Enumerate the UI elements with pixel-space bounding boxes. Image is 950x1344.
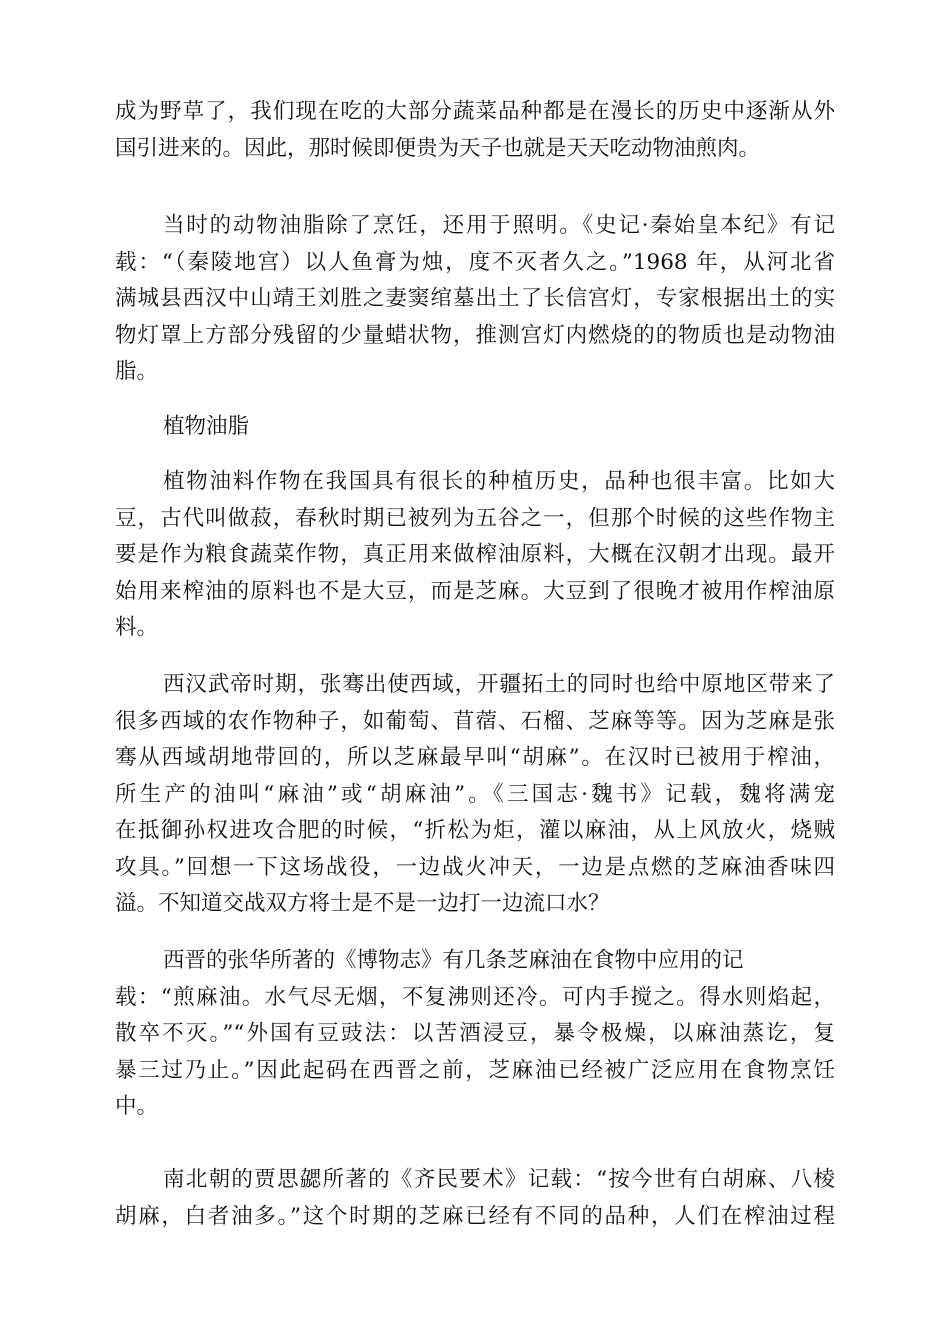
text-line: 很多西域的农作物种子，如葡萄、苜蓿、石榴、芝麻等等。因为芝麻是张 — [115, 708, 835, 734]
text-line: 始用来榨油的原料也不是大豆，而是芝麻。大豆到了很晚才被用作榨油原 — [115, 578, 835, 604]
text-line: 成为野草了，我们现在吃的大部分蔬菜品种都是在漫长的历史中逐渐从外 — [115, 99, 835, 124]
paragraph-bowuzhi — [115, 943, 835, 1126]
text-line: 骞从西域胡地带回的，所以芝麻最早叫“胡麻”。在汉时已被用于榨油， — [115, 745, 835, 770]
paragraph-animal-fat-lighting — [115, 208, 835, 391]
text-line: 要是作为粮食蔬菜作物，真正用来做榨油原料，大概在汉朝才出现。最开 — [115, 542, 835, 567]
section-heading: 植物油脂 — [163, 414, 250, 439]
text-line: 脂。 — [115, 359, 159, 384]
text-line: 豆，古代叫做菽，春秋时期已被列为五谷之一，但那个时候的这些作物主 — [115, 505, 835, 531]
paragraph-plant-oil-history — [115, 464, 835, 647]
text-line: 国引进来的。因此，那时候即便贵为天子也就是天天吃动物油煎肉。 — [115, 135, 761, 161]
text-line: 溢。不知道交战双方将士是不是一边打一边流口水？ — [115, 891, 610, 916]
text-line: 载：“煎麻油。水气尽无烟，不复沸则还冷。可内手搅之。得水则焰起， — [115, 984, 835, 1010]
paragraph-zhang-qian — [115, 667, 835, 923]
text-line: 载：“（秦陵地宫）以人鱼膏为烛，度不灭者久之。”1968 年，从河北省 — [115, 249, 835, 275]
text-line: 西晋的张华所著的《博物志》有几条芝麻油在食物中应用的记 — [163, 948, 744, 973]
text-line: 中。 — [115, 1094, 159, 1119]
text-line: 散卒不灭。”“外国有豆豉法：以苦酒浸豆，暴令极燥，以麻油蒸讫，复 — [115, 1021, 835, 1046]
text-line: 胡麻，白者油多。”这个时期的芝麻已经有不同的品种，人们在榨油过程 — [115, 1203, 835, 1229]
text-line: 西汉武帝时期，张骞出使西域，开疆拓土的同时也给中原地区带来了 — [163, 672, 835, 697]
text-line: 植物油料作物在我国具有很长的种植历史，品种也很丰富。比如大 — [163, 469, 835, 494]
text-line: 在抵御孙权进攻合肥的时候，“折松为炬，灌以麻油，从上风放火，烧贼 — [115, 818, 835, 843]
section-heading-plant-oil — [115, 409, 835, 446]
paragraph-qiminyaoshu — [115, 1162, 835, 1235]
text-line: 当时的动物油脂除了烹饪，还用于照明。《史记·秦始皇本纪》有记 — [163, 213, 835, 238]
text-line: 料。 — [115, 615, 159, 640]
text-line: 满城县西汉中山靖王刘胜之妻窦绾墓出土了长信宫灯，专家根据出土的实 — [115, 286, 835, 311]
text-line: 所生产的油叫“麻油”或“胡麻油”。《三国志·魏书》记载，魏将满宠 — [115, 781, 835, 807]
text-line: 暴三过乃止。”因此起码在西晋之前，芝麻油已经被广泛应用在食物烹饪 — [115, 1057, 835, 1083]
text-line: 物灯罩上方部分残留的少量蜡状物，推测宫灯内燃烧的的物质也是动物油 — [115, 322, 835, 348]
text-line: 攻具。”回想一下这场战役，一边战火冲天，一边是点燃的芝麻油香味四 — [115, 854, 835, 880]
text-line: 南北朝的贾思勰所著的《齐民要术》记载：“按今世有白胡麻、八棱 — [163, 1167, 835, 1192]
paragraph-continuation — [115, 94, 835, 167]
